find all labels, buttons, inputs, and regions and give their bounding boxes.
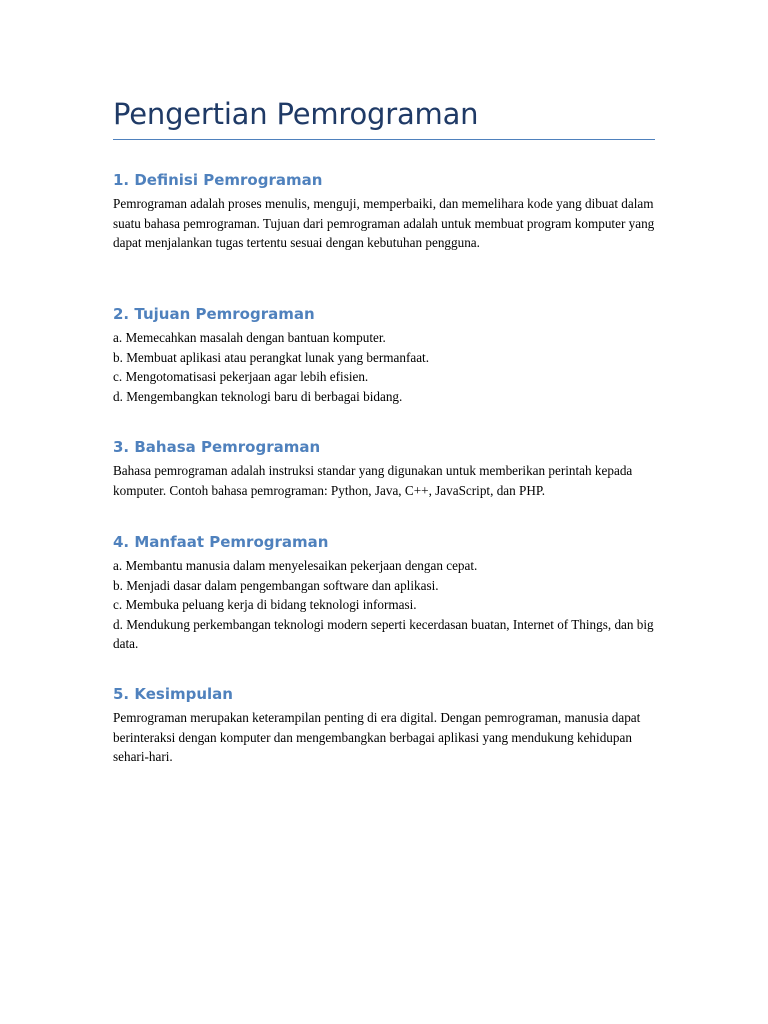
section-manfaat [113, 532, 655, 654]
list-item: c. Mengotomatisasi pekerjaan agar lebih efisien. [113, 369, 369, 384]
section-definisi [113, 170, 655, 253]
list-item: d. Mengembangkan teknologi baru di berbagai bidang. [113, 388, 403, 404]
section-tujuan [113, 304, 655, 406]
section-heading: 4. Manfaat Pemrograman [113, 533, 329, 551]
page-title: Pengertian Pemrograman [113, 97, 479, 131]
section-heading: 5. Kesimpulan [113, 685, 233, 703]
tujuan-list [113, 328, 655, 406]
list-item: b. Membuat aplikasi atau perangkat lunak yang bermanfaat. [113, 349, 430, 365]
section-kesimpulan [113, 684, 655, 767]
section-bahasa [113, 437, 655, 500]
section-heading: 2. Tujuan Pemrograman [113, 305, 315, 323]
list-item: c. Membuka peluang kerja di bidang teknologi informasi. [113, 597, 417, 612]
section-heading: 1. Definisi Pemrograman [113, 171, 323, 189]
list-item: b. Menjadi dasar dalam pengembangan software dan aplikasi. [113, 577, 439, 593]
section-heading: 3. Bahasa Pemrograman [113, 438, 321, 456]
list-item: d. Mendukung perkembangan teknologi modern seperti kecerdasan buatan, Internet of Things, dan big data. [113, 616, 654, 651]
list-item: a. Memecahkan masalah dengan bantuan komputer. [113, 330, 386, 345]
section-paragraph: Pemrograman adalah proses menulis, menguji, memperbaiki, dan memelihara kode yang dibuat dalam suatu bahasa pemrograman. Tujuan dari pemrograman adalah untuk membuat program komputer yang dapat menjalankan tugas tertentu sesuai dengan kebutuhan pengguna. [113, 196, 655, 250]
list-item: a. Membantu manusia dalam menyelesaikan pekerjaan dengan cepat. [113, 558, 478, 573]
section-paragraph: Pemrograman merupakan keterampilan penting di era digital. Dengan pemrograman, manusia dapat berinteraksi dengan komputer dan mengembangkan berbagai aplikasi yang mendukung kehidupan sehari-hari. [113, 710, 641, 764]
section-paragraph: Bahasa pemrograman adalah instruksi standar yang digunakan untuk memberikan perintah kepada komputer. Contoh bahasa pemrograman: Python, Java, C++, JavaScript, dan PHP. [113, 463, 633, 498]
title-underline [113, 139, 655, 140]
manfaat-list [113, 556, 655, 654]
